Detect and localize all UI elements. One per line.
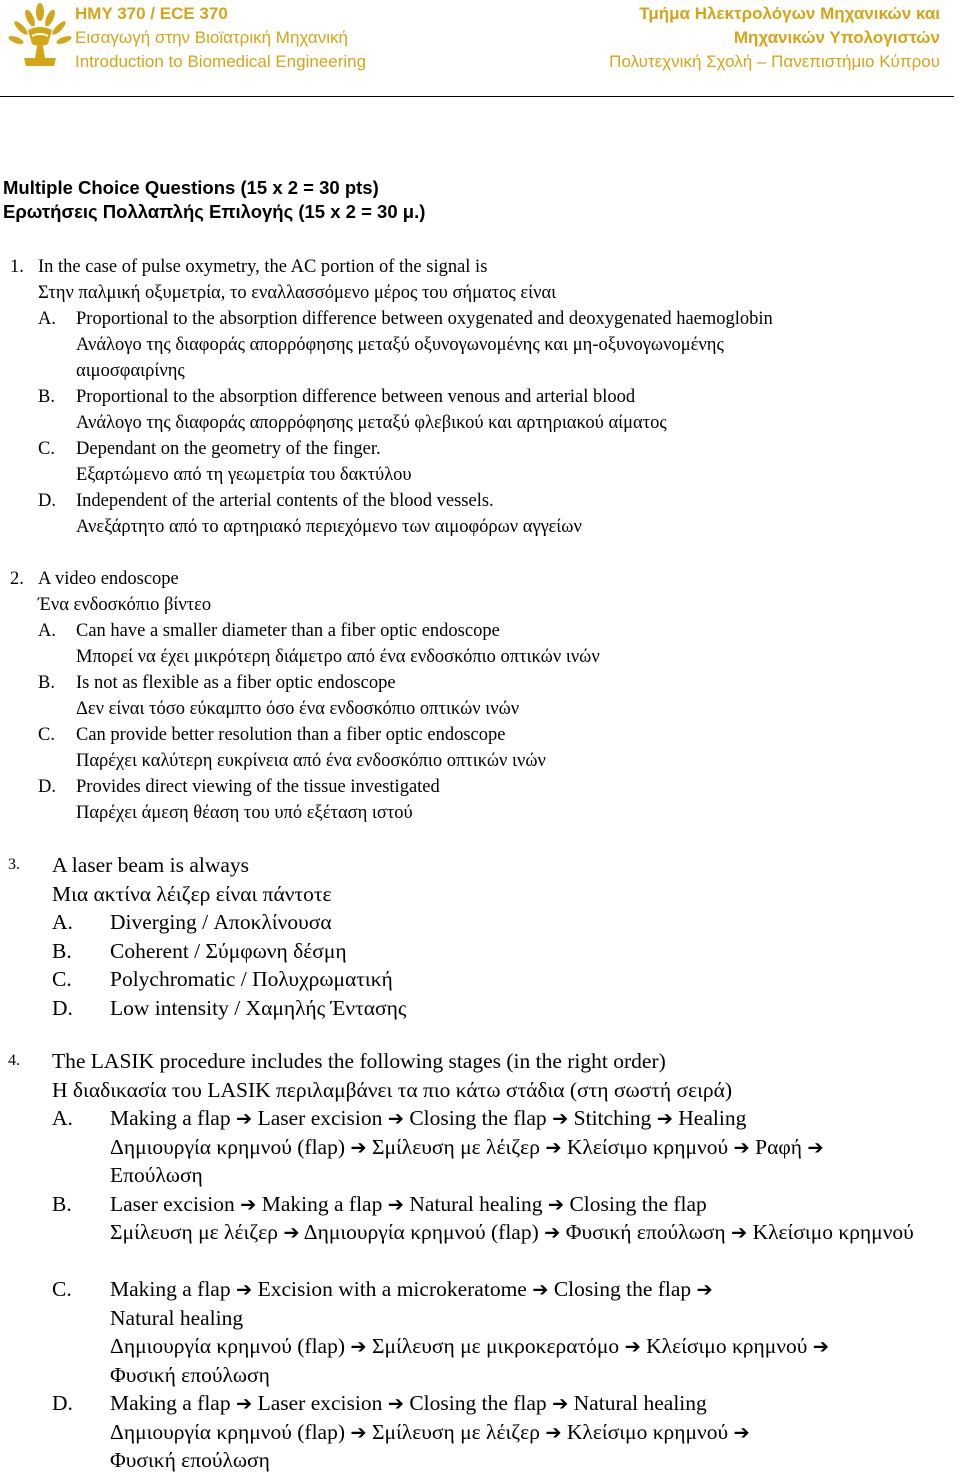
option-a-greek-cont: Επούλωση bbox=[110, 1163, 203, 1187]
course-code: HMY 370 / ECE 370 bbox=[75, 4, 228, 23]
option-c-greek-cont: Φυσική επούλωση bbox=[110, 1362, 270, 1387]
option-c-english: Can provide better resolution than a fiber optic endoscope bbox=[76, 725, 506, 745]
arrow-right-icon: ➔ bbox=[730, 1221, 748, 1244]
question-text-english: A video endoscope bbox=[38, 569, 179, 589]
arrow-right-icon: ➔ bbox=[545, 1135, 562, 1159]
header-right bbox=[609, 2, 940, 74]
question-number: 4. bbox=[8, 1052, 20, 1069]
section-title-greek: Ερωτήσεις Πολλαπλής Επιλογής (15 x 2 = 30 μ.) bbox=[3, 201, 426, 222]
arrow-right-icon: ➔ bbox=[240, 1192, 257, 1216]
arrow-right-icon: ➔ bbox=[387, 1392, 404, 1415]
option-b-greek-steps: Σμίλευση με λέιζερ ➔ Δημιουργία κρημνού (flap) ➔ Φυσική επούλωση ➔ Κλείσιμο κρημνού bbox=[110, 1220, 914, 1244]
option-letter: C. bbox=[52, 1277, 72, 1301]
arrow-right-icon: ➔ bbox=[812, 1335, 829, 1358]
arrow-right-icon: ➔ bbox=[552, 1392, 569, 1415]
arrow-right-icon: ➔ bbox=[733, 1135, 750, 1159]
header-divider bbox=[0, 96, 954, 97]
question-text-greek: Ένα ενδοσκόπιο βίντεο bbox=[38, 595, 212, 615]
section-title-english: Multiple Choice Questions (15 x 2 = 30 pts) bbox=[3, 177, 379, 198]
option-d-english: Provides direct viewing of the tissue investigated bbox=[76, 777, 440, 797]
question-text-english: In the case of pulse oxymetry, the AC portion of the signal is bbox=[38, 257, 488, 277]
option-c-english: Dependant on the geometry of the finger. bbox=[76, 439, 381, 459]
arrow-right-icon: ➔ bbox=[733, 1420, 750, 1444]
option-a-english-steps: Making a flap ➔ Laser excision ➔ Closing the flap ➔ Stitching ➔ Healing bbox=[110, 1106, 747, 1130]
option-a-english: Can have a smaller diameter than a fiber optic endoscope bbox=[76, 621, 500, 641]
option-c-text: Polychromatic / Πολυχρωματική bbox=[110, 967, 393, 991]
option-letter: D. bbox=[52, 1391, 73, 1415]
option-letter: A. bbox=[52, 1106, 73, 1130]
option-b-greek: Ανάλογο της διαφοράς απορρόφησης μεταξύ φλεβικού και αρτηριακού αίματος bbox=[76, 413, 667, 433]
option-letter: A. bbox=[38, 309, 56, 329]
option-a-greek-cont: αιμοσφαιρίνης bbox=[76, 361, 185, 381]
arrow-right-icon: ➔ bbox=[624, 1335, 641, 1358]
question-text-greek: Στην παλμική οξυμετρία, το εναλλασσόμενο μέρος του σήματος είναι bbox=[38, 283, 557, 303]
question-number: 2. bbox=[10, 569, 24, 589]
arrow-right-icon: ➔ bbox=[552, 1107, 569, 1130]
arrow-right-icon: ➔ bbox=[532, 1278, 549, 1301]
arrow-right-icon: ➔ bbox=[547, 1192, 565, 1216]
option-d-english: Independent of the arterial contents of the blood vessels. bbox=[76, 491, 494, 511]
option-letter: C. bbox=[38, 725, 55, 745]
option-letter: B. bbox=[38, 673, 55, 693]
option-a-text: Diverging / Αποκλίνουσα bbox=[110, 910, 332, 934]
option-a-greek: Ανάλογο της διαφοράς απορρόφησης μεταξύ οξυνογωνομένης και μη-οξυνογωνομένης bbox=[76, 335, 724, 355]
question-text-greek: Μια ακτίνα λέιζερ είναι πάντοτε bbox=[52, 881, 332, 906]
option-c-greek-steps: Δημιουργία κρημνού (flap) ➔ Σμίλευση με μικροκερατόμο ➔ Κλείσιμο κρημνού ➔ bbox=[110, 1334, 829, 1358]
arrow-right-icon: ➔ bbox=[387, 1192, 404, 1216]
school-name: Πολυτεχνική Σχολή – Πανεπιστήμιο Κύπρου bbox=[609, 52, 940, 71]
arrow-right-icon: ➔ bbox=[387, 1107, 404, 1130]
option-letter: A. bbox=[38, 621, 56, 641]
question-text-english: A laser beam is always bbox=[52, 853, 250, 877]
arrow-right-icon: ➔ bbox=[545, 1420, 562, 1444]
option-d-greek: Παρέχει άμεση θέαση του υπό εξέταση ιστού bbox=[76, 803, 413, 823]
option-letter: D. bbox=[38, 491, 56, 511]
arrow-right-icon: ➔ bbox=[696, 1278, 713, 1301]
option-c-greek: Εξαρτώμενο από τη γεωμετρία του δακτύλου bbox=[76, 465, 412, 485]
option-d-english-steps: Making a flap ➔ Laser excision ➔ Closing the flap ➔ Natural healing bbox=[110, 1391, 707, 1415]
arrow-right-icon: ➔ bbox=[544, 1221, 561, 1244]
option-letter: C. bbox=[52, 967, 72, 991]
question-text-english: The LASIK procedure includes the following stages (in the right order) bbox=[52, 1049, 666, 1073]
option-a-english: Proportional to the absorption difference between oxygenated and deoxygenated haemoglobin bbox=[76, 309, 773, 329]
option-b-english-steps: Laser excision ➔ Making a flap ➔ Natural healing ➔ Closing the flap bbox=[110, 1191, 707, 1216]
option-c-english-steps: Making a flap ➔ Excision with a microkeratome ➔ Closing the flap ➔ bbox=[110, 1277, 713, 1301]
option-letter: B. bbox=[38, 387, 55, 407]
arrow-right-icon: ➔ bbox=[235, 1278, 253, 1301]
department-line-2: Μηχανικών Υπολογιστών bbox=[733, 28, 940, 47]
arrow-right-icon: ➔ bbox=[350, 1420, 367, 1444]
option-b-text: Coherent / Σύμφωνη δέσμη bbox=[110, 938, 347, 963]
option-letter: C. bbox=[38, 439, 55, 459]
option-letter: A. bbox=[52, 910, 73, 934]
header-left bbox=[75, 2, 366, 74]
option-d-greek-steps: Δημιουργία κρημνού (flap) ➔ Σμίλευση με λέιζερ ➔ Κλείσιμο κρημνού ➔ bbox=[110, 1419, 750, 1444]
course-title-greek: Εισαγωγή στην Βιοϊατρική Μηχανική bbox=[75, 28, 348, 47]
arrow-right-icon: ➔ bbox=[807, 1135, 824, 1159]
department-line-1: Τμήμα Ηλεκτρολόγων Μηχανικών και bbox=[639, 4, 940, 23]
option-d-text: Low intensity / Χαμηλής Έντασης bbox=[110, 995, 407, 1020]
question-number: 1. bbox=[10, 257, 24, 277]
arrow-right-icon: ➔ bbox=[350, 1335, 367, 1358]
option-letter: B. bbox=[52, 1191, 72, 1216]
option-letter: D. bbox=[52, 995, 73, 1020]
option-c-greek: Παρέχει καλύτερη ευκρίνεια από ένα ενδοσκόπιο οπτικών ινών bbox=[76, 751, 546, 771]
arrow-right-icon: ➔ bbox=[283, 1221, 300, 1244]
university-of-cyprus-logo-icon bbox=[8, 2, 72, 68]
option-b-english: Is not as flexible as a fiber optic endoscope bbox=[76, 673, 396, 693]
option-a-greek-steps: Δημιουργία κρημνού (flap) ➔ Σμίλευση με λέιζερ ➔ Κλείσιμο κρημνού ➔ Ραφή ➔ bbox=[110, 1134, 824, 1159]
arrow-right-icon: ➔ bbox=[350, 1135, 367, 1159]
arrow-right-icon: ➔ bbox=[235, 1392, 253, 1415]
option-b-greek: Δεν είναι τόσο εύκαμπτο όσο ένα ενδοσκόπιο οπτικών ινών bbox=[76, 699, 520, 719]
arrow-right-icon: ➔ bbox=[656, 1107, 673, 1130]
course-title-english: Introduction to Biomedical Engineering bbox=[75, 52, 367, 71]
option-d-greek-cont: Φυσική επούλωση bbox=[110, 1448, 270, 1472]
option-c-english-cont: Natural healing bbox=[110, 1305, 244, 1330]
option-letter: D. bbox=[38, 777, 56, 797]
option-a-greek: Μπορεί να έχει μικρότερη διάμετρο από ένα ενδοσκόπιο οπτικών ινών bbox=[76, 647, 600, 667]
option-d-greek: Ανεξάρτητο από το αρτηριακό περιεχόμενο των αιμοφόρων αγγείων bbox=[76, 517, 582, 537]
question-text-greek: Η διαδικασία του LASIK περιλαμβάνει τα πιο κάτω στάδια (στη σωστή σειρά) bbox=[52, 1077, 733, 1102]
option-letter: B. bbox=[52, 938, 72, 963]
option-b-english: Proportional to the absorption difference between venous and arterial blood bbox=[76, 387, 636, 407]
section-title bbox=[3, 176, 425, 224]
arrow-right-icon: ➔ bbox=[235, 1107, 253, 1130]
question-number: 3. bbox=[8, 856, 20, 873]
